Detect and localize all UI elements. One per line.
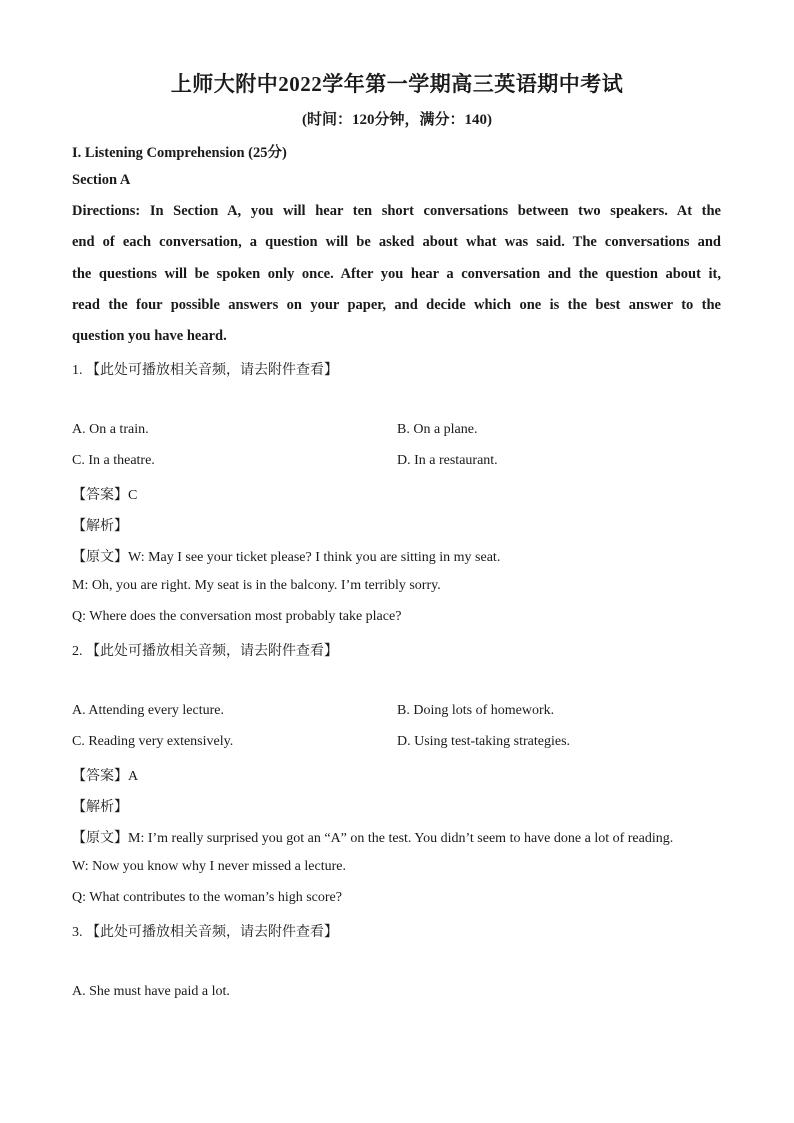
- option-c: C. Reading very extensively.: [72, 734, 234, 749]
- option-c: C. In a theatre.: [72, 453, 155, 468]
- exam-subtitle: (时间：120分钟，满分：140): [302, 112, 492, 128]
- answer-value: C: [128, 488, 138, 503]
- question-number: 1.: [72, 363, 83, 378]
- directions-line: question you have heard.: [72, 328, 227, 344]
- directions-line: end of each conversation, a question will be asked about what was said. The conversations and: [72, 234, 721, 250]
- question-audio-line: [72, 640, 338, 660]
- transcript-line: [72, 827, 673, 847]
- transcript-line: M: Oh, you are right. My seat is in the balcony. I’m terribly sorry.: [72, 578, 441, 593]
- transcript-line: Q: What contributes to the woman’s high score?: [72, 890, 342, 905]
- audio-placeholder[interactable]: 【此处可播放相关音频，请去附件查看】: [86, 644, 338, 659]
- option-d: D. Using test-taking strategies.: [397, 734, 571, 749]
- option-d: D. In a restaurant.: [397, 453, 498, 468]
- question-number: 2.: [72, 644, 83, 659]
- answer-value: A: [128, 769, 139, 784]
- option-a: A. She must have paid a lot.: [72, 984, 230, 999]
- transcript-text: W: May I see your ticket please? I think you are sitting in my seat.: [128, 550, 501, 565]
- question-number: 3.: [72, 925, 83, 940]
- transcript-line: W: Now you know why I never missed a lecture.: [72, 859, 346, 874]
- option-a: A. Attending every lecture.: [72, 703, 225, 718]
- answer-label: 【答案】: [72, 769, 128, 784]
- question-audio-line: [72, 921, 338, 941]
- transcript-label: 【原文】: [72, 831, 128, 846]
- question-audio-line: [72, 359, 338, 379]
- exam-title: 上师大附中2022学年第一学期高三英语期中考试: [170, 72, 624, 96]
- option-b: B. On a plane.: [397, 422, 478, 437]
- answer-line: [72, 765, 138, 785]
- answer-line: [72, 484, 137, 504]
- audio-placeholder[interactable]: 【此处可播放相关音频，请去附件查看】: [86, 363, 338, 378]
- directions-line: Directions: In Section A, you will hear ten short conversations between two speakers. At the: [72, 203, 721, 219]
- transcript-line: Q: Where does the conversation most probably take place?: [72, 609, 402, 624]
- transcript-line: [72, 546, 500, 566]
- answer-label: 【答案】: [72, 488, 128, 503]
- option-a: A. On a train.: [72, 422, 149, 437]
- transcript-text: M: I’m really surprised you got an “A” on the test. You didn’t seem to have done a lot of reading.: [128, 831, 674, 846]
- option-b: B. Doing lots of homework.: [397, 703, 555, 718]
- directions-line: read the four possible answers on your paper, and decide which one is the best answer to the: [72, 297, 721, 313]
- section-heading: Section A: [72, 172, 131, 188]
- part-heading: I. Listening Comprehension (25分): [72, 145, 287, 161]
- analysis-label: 【解析】: [72, 800, 128, 815]
- transcript-label: 【原文】: [72, 550, 128, 565]
- analysis-label: 【解析】: [72, 519, 128, 534]
- audio-placeholder[interactable]: 【此处可播放相关音频，请去附件查看】: [86, 925, 338, 940]
- directions-line: the questions will be spoken only once. After you hear a conversation and the question about it,: [72, 266, 721, 282]
